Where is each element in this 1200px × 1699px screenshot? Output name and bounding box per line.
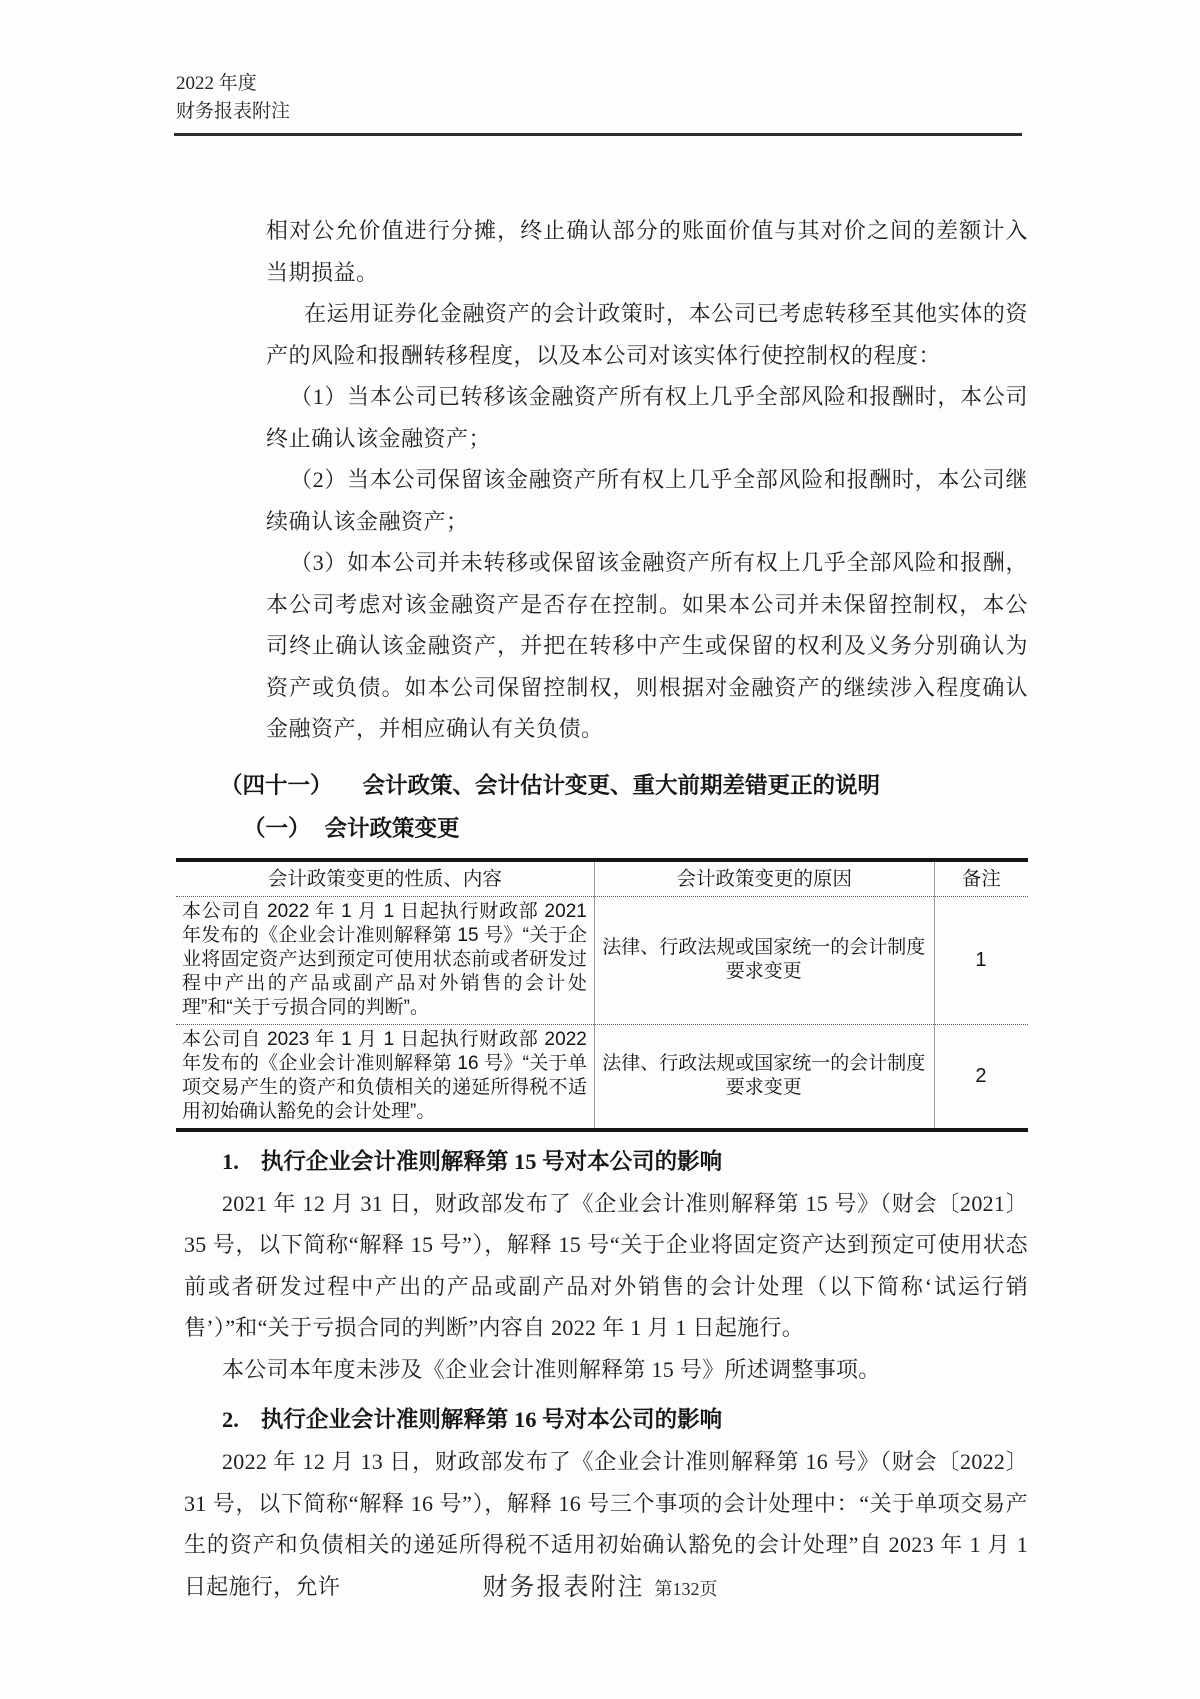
item-number: 2. — [222, 1407, 239, 1432]
paragraph: 2021 年 12 月 31 日，财政部发布了《企业会计准则解释第 15 号》（财会〔2021〕35 号，以下简称“解释 15 号”），解释 15 号“关于企业将固定资产达到预定可使用状态前或者研发过程中产出的产品或副产品对外销售的会计处理（以下简称‘试运行销售’）”和“关于亏损合同的判断”内容自 2022 年 1 月 1 日起施行。 — [184, 1190, 1028, 1340]
section-41-heading — [176, 764, 1028, 807]
page-header — [176, 70, 290, 126]
section-title: 会计政策、会计估计变更、重大前期差错更正的说明 — [362, 772, 881, 798]
nature-cell: 本公司自 2022 年 1 月 1 日起执行财政部 2021 年发布的《企业会计准则解释第 15 号》“关于企业将固定资产达到预定可使用状态前或者研发过程中产出的产品或副产品对外销售的会计处理”和“关于亏损合同的判断”。 — [176, 896, 594, 1024]
section-number: （四十一） — [220, 772, 333, 798]
note-cell: 2 — [934, 1024, 1028, 1130]
nature-cell: 本公司自 2023 年 1 月 1 日起执行财政部 2022 年发布的《企业会计准则解释第 16 号》“关于单项交易产生的资产和负债相关的递延所得税不适用初始确认豁免的会计处理”。 — [182, 1028, 587, 1122]
paragraph: （2）当本公司保留该金融资产所有权上几乎全部风险和报酬时，本公司继续确认该金融资产； — [266, 467, 1028, 534]
item-title: 执行企业会计准则解释第 16 号对本公司的影响 — [260, 1407, 723, 1432]
header-year: 2022 年度 — [176, 73, 257, 94]
item-1-heading — [176, 1141, 1028, 1183]
subsection-1-heading — [176, 807, 1028, 850]
table-row — [176, 896, 1028, 1024]
header-rule — [174, 133, 1022, 136]
table-header-note: 备注 — [934, 860, 1028, 897]
paragraph: 相对公允价值进行分摊，终止确认部分的账面价值与其对价之间的差额计入当期损益。 — [266, 218, 1028, 285]
subsection-number: （一） — [243, 815, 311, 841]
policy-change-table — [176, 858, 1028, 1132]
footer-page-number: 第132页 — [654, 1579, 718, 1599]
page-content — [176, 210, 1028, 1607]
item-number: 1. — [222, 1148, 239, 1174]
reason-cell: 法律、行政法规或国家统一的会计制度要求变更 — [594, 896, 934, 1024]
header-doc-title: 财务报表附注 — [176, 101, 291, 122]
paragraph: 在运用证券化金融资产的会计政策时，本公司已考虑转移至其他实体的资产的风险和报酬转移程度，以及本公司对该实体行使控制权的程度： — [266, 301, 1028, 368]
table-header-reason: 会计政策变更的原因 — [594, 860, 934, 897]
reason-cell: 法律、行政法规或国家统一的会计制度要求变更 — [594, 1024, 934, 1130]
paragraph: 2022 年 12 月 13 日，财政部发布了《企业会计准则解释第 16 号》（财会〔2022〕31 号，以下简称“解释 16 号”），解释 16 号三个事项的会计处理中：“关于单项交易产生的资产和负债相关的递延所得税不适用初始确认豁免的会计处理”自 2023 年 1 月 1 日起施行，允许 — [184, 1449, 1028, 1599]
note-cell: 1 — [934, 896, 1028, 1024]
item-2-heading — [176, 1399, 1028, 1441]
item-title: 执行企业会计准则解释第 15 号对本公司的影响 — [260, 1148, 723, 1174]
paragraph: （3）如本公司并未转移或保留该金融资产所有权上几乎全部风险和报酬，本公司考虑对该金融资产是否存在控制。如果本公司并未保留控制权，本公司终止确认该金融资产，并把在转移中产生或保留的权利及义务分别确认为资产或负债。如本公司保留控制权，则根据对金融资产的继续涉入程度确认金融资产，并相应确认有关负债。 — [266, 550, 1028, 741]
paragraph: 本公司本年度未涉及《企业会计准则解释第 15 号》所述调整事项。 — [222, 1356, 881, 1382]
subsection-title: 会计政策变更 — [324, 815, 460, 841]
paragraph: （1）当本公司已转移该金融资产所有权上几乎全部风险和报酬时，本公司终止确认该金融资产； — [266, 384, 1028, 451]
page-footer — [0, 1567, 1200, 1603]
table-header-nature: 会计政策变更的性质、内容 — [176, 860, 594, 897]
table-header-row — [176, 860, 1028, 897]
table-row — [176, 1024, 1028, 1130]
upper-text-block — [176, 210, 1028, 750]
footer-title: 财务报表附注 — [482, 1574, 645, 1601]
